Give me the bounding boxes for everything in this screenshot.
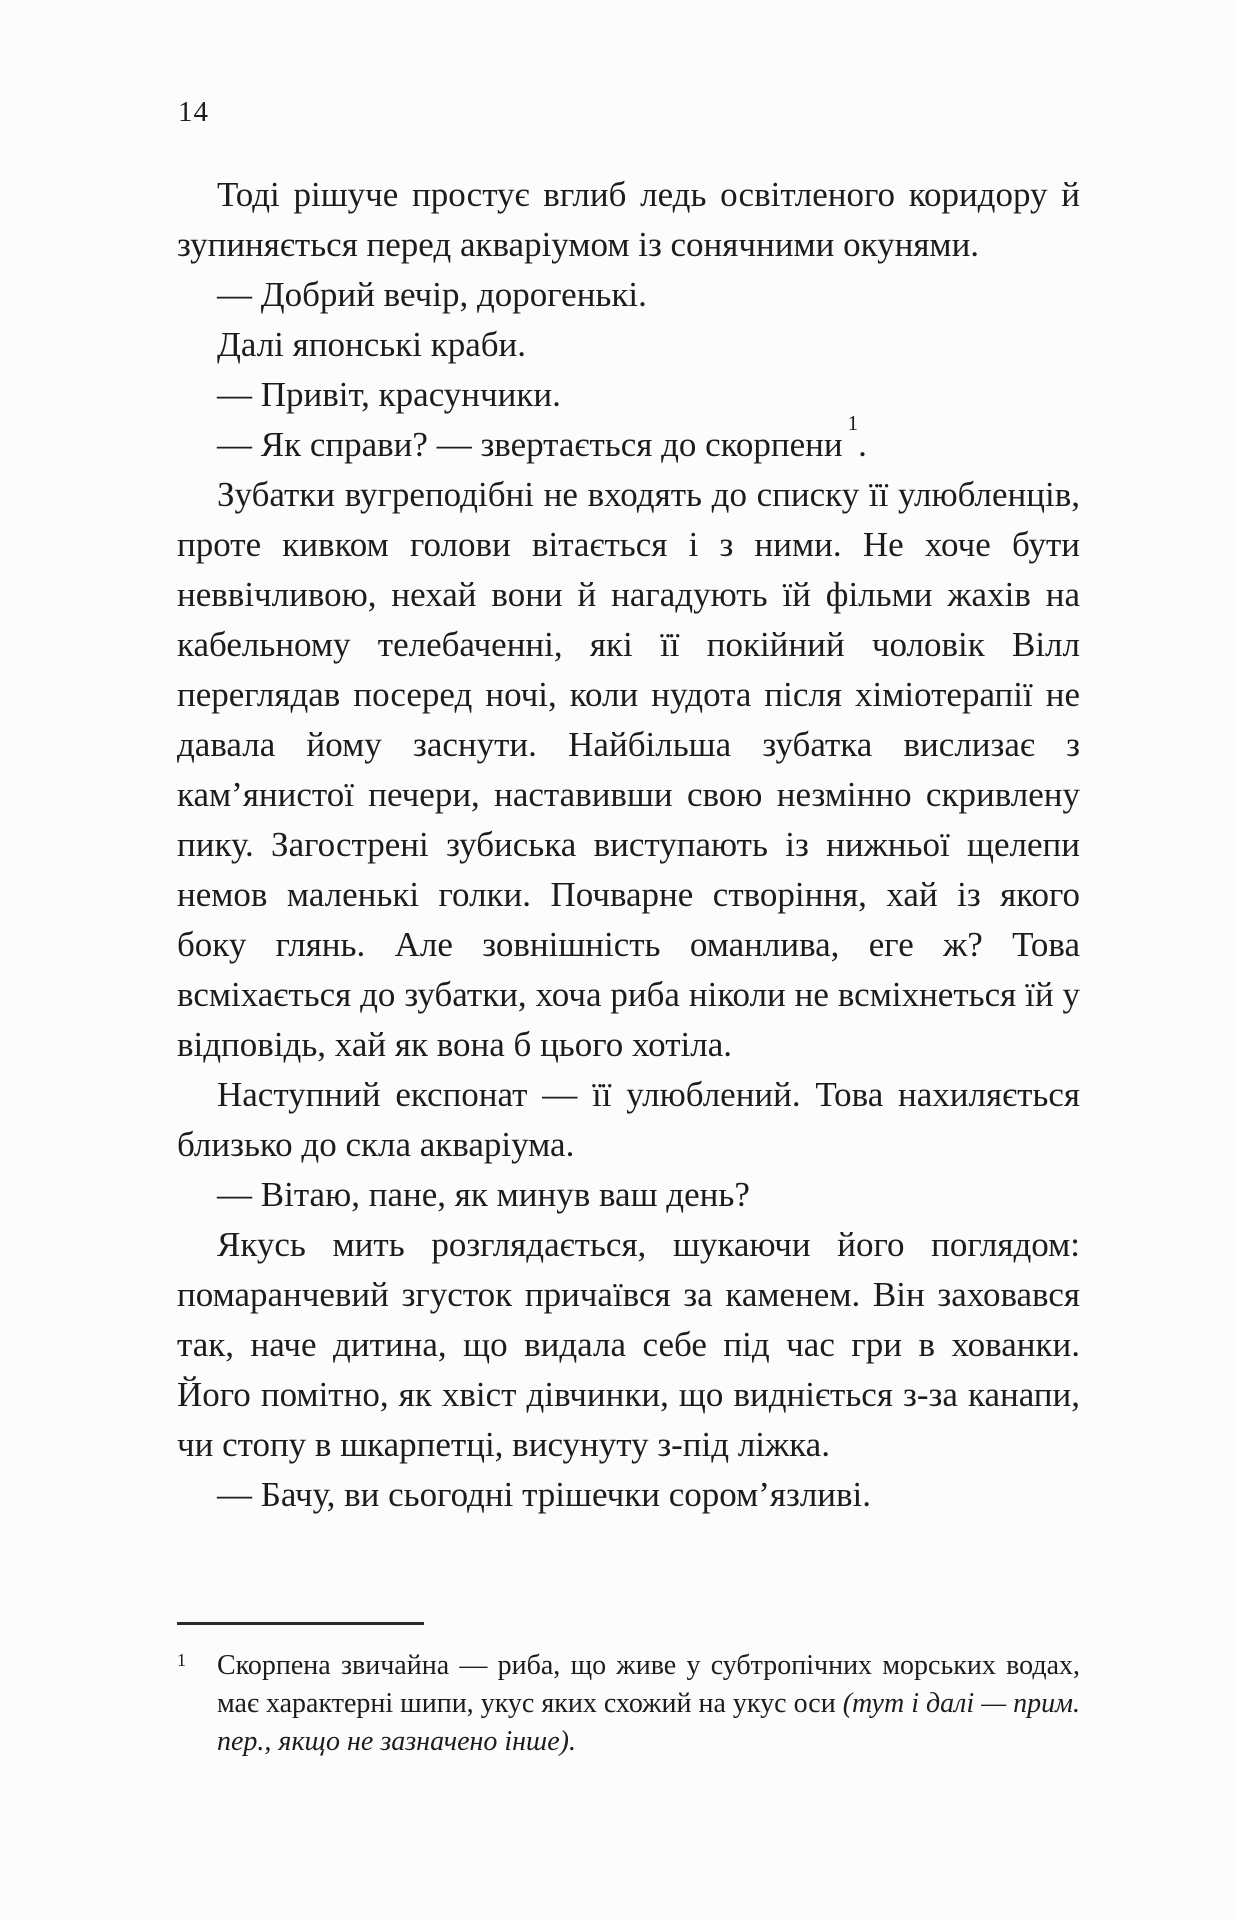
footnote-text: Скорпена звичайна — риба, що живе у субтропічних морських водах, має характерні шипи, укус яких схожий на укус оси [217, 1650, 1080, 1719]
paragraph: Зубатки вугреподібні не входять до списку її улюбленців, проте кивком голови вітається і з ними. Не хоче бути неввічливою, нехай вони й нагадують їй фільми жахів на кабельному телебаченні, які її покійний чоловік Вілл переглядав посеред ночі, коли нудота після хіміотерапії не давала йому заснути. Найбільша зубатка вислизає з кам’янистої печери, наставивши свою незмінно скривлену пику. Загострені зубиська виступають із нижньої щелепи немов маленькі голки. Почварне створіння, хай із якого боку глянь. Але зовнішність оманлива, еге ж? Това всміхається до зубатки, хоча риба ніколи не всміхнеться їй у відповідь, хай як вона б цього хотіла. [177, 475, 1080, 1064]
page-number: 14 [178, 96, 209, 128]
paragraph: Далі японські краби. [217, 325, 527, 364]
dialogue-line: — Вітаю, пане, як минув ваш день? [217, 1175, 750, 1214]
footnote [177, 1647, 1080, 1761]
paragraph-text: — Як справи? — звертається до скорпени [217, 425, 843, 464]
footnote-area [177, 1622, 1080, 1761]
dialogue-line: — Добрий вечір, дорогенькі. [217, 275, 647, 314]
footnote-reference: 1 [847, 411, 859, 436]
footnote-italic-note: (тут і далі — прим. пер., якщо не зазначено інше). [217, 1688, 1080, 1757]
dialogue-line: — Бачу, ви сьогодні трішечки сором’язливі. [217, 1475, 872, 1514]
paragraph-text: . [858, 425, 867, 464]
footnote-marker: 1 [177, 1650, 186, 1670]
footnote-divider [177, 1622, 424, 1625]
dialogue-line-with-footnote-ref [177, 411, 1080, 470]
paragraph: Наступний експонат — її улюблений. Това нахиляється близько до скла акваріума. [177, 1075, 1080, 1164]
dialogue-line: — Привіт, красунчики. [217, 375, 561, 414]
footnote-text-block [217, 1647, 1080, 1761]
text-column [177, 170, 1080, 1520]
paragraph: Тоді рішуче простує вглиб ледь освітленого коридору й зупиняється перед акваріумом із сонячними окунями. [177, 175, 1080, 264]
paragraph: Якусь мить розглядається, шукаючи його поглядом: помаранчевий згусток причаївся за каменем. Він заховався так, наче дитина, що видала себе під час гри в хованки. Його помітно, як хвіст дівчинки, що видніється з-за канапи, чи стопу в шкарпетці, висунуту з-під ліжка. [177, 1225, 1080, 1464]
